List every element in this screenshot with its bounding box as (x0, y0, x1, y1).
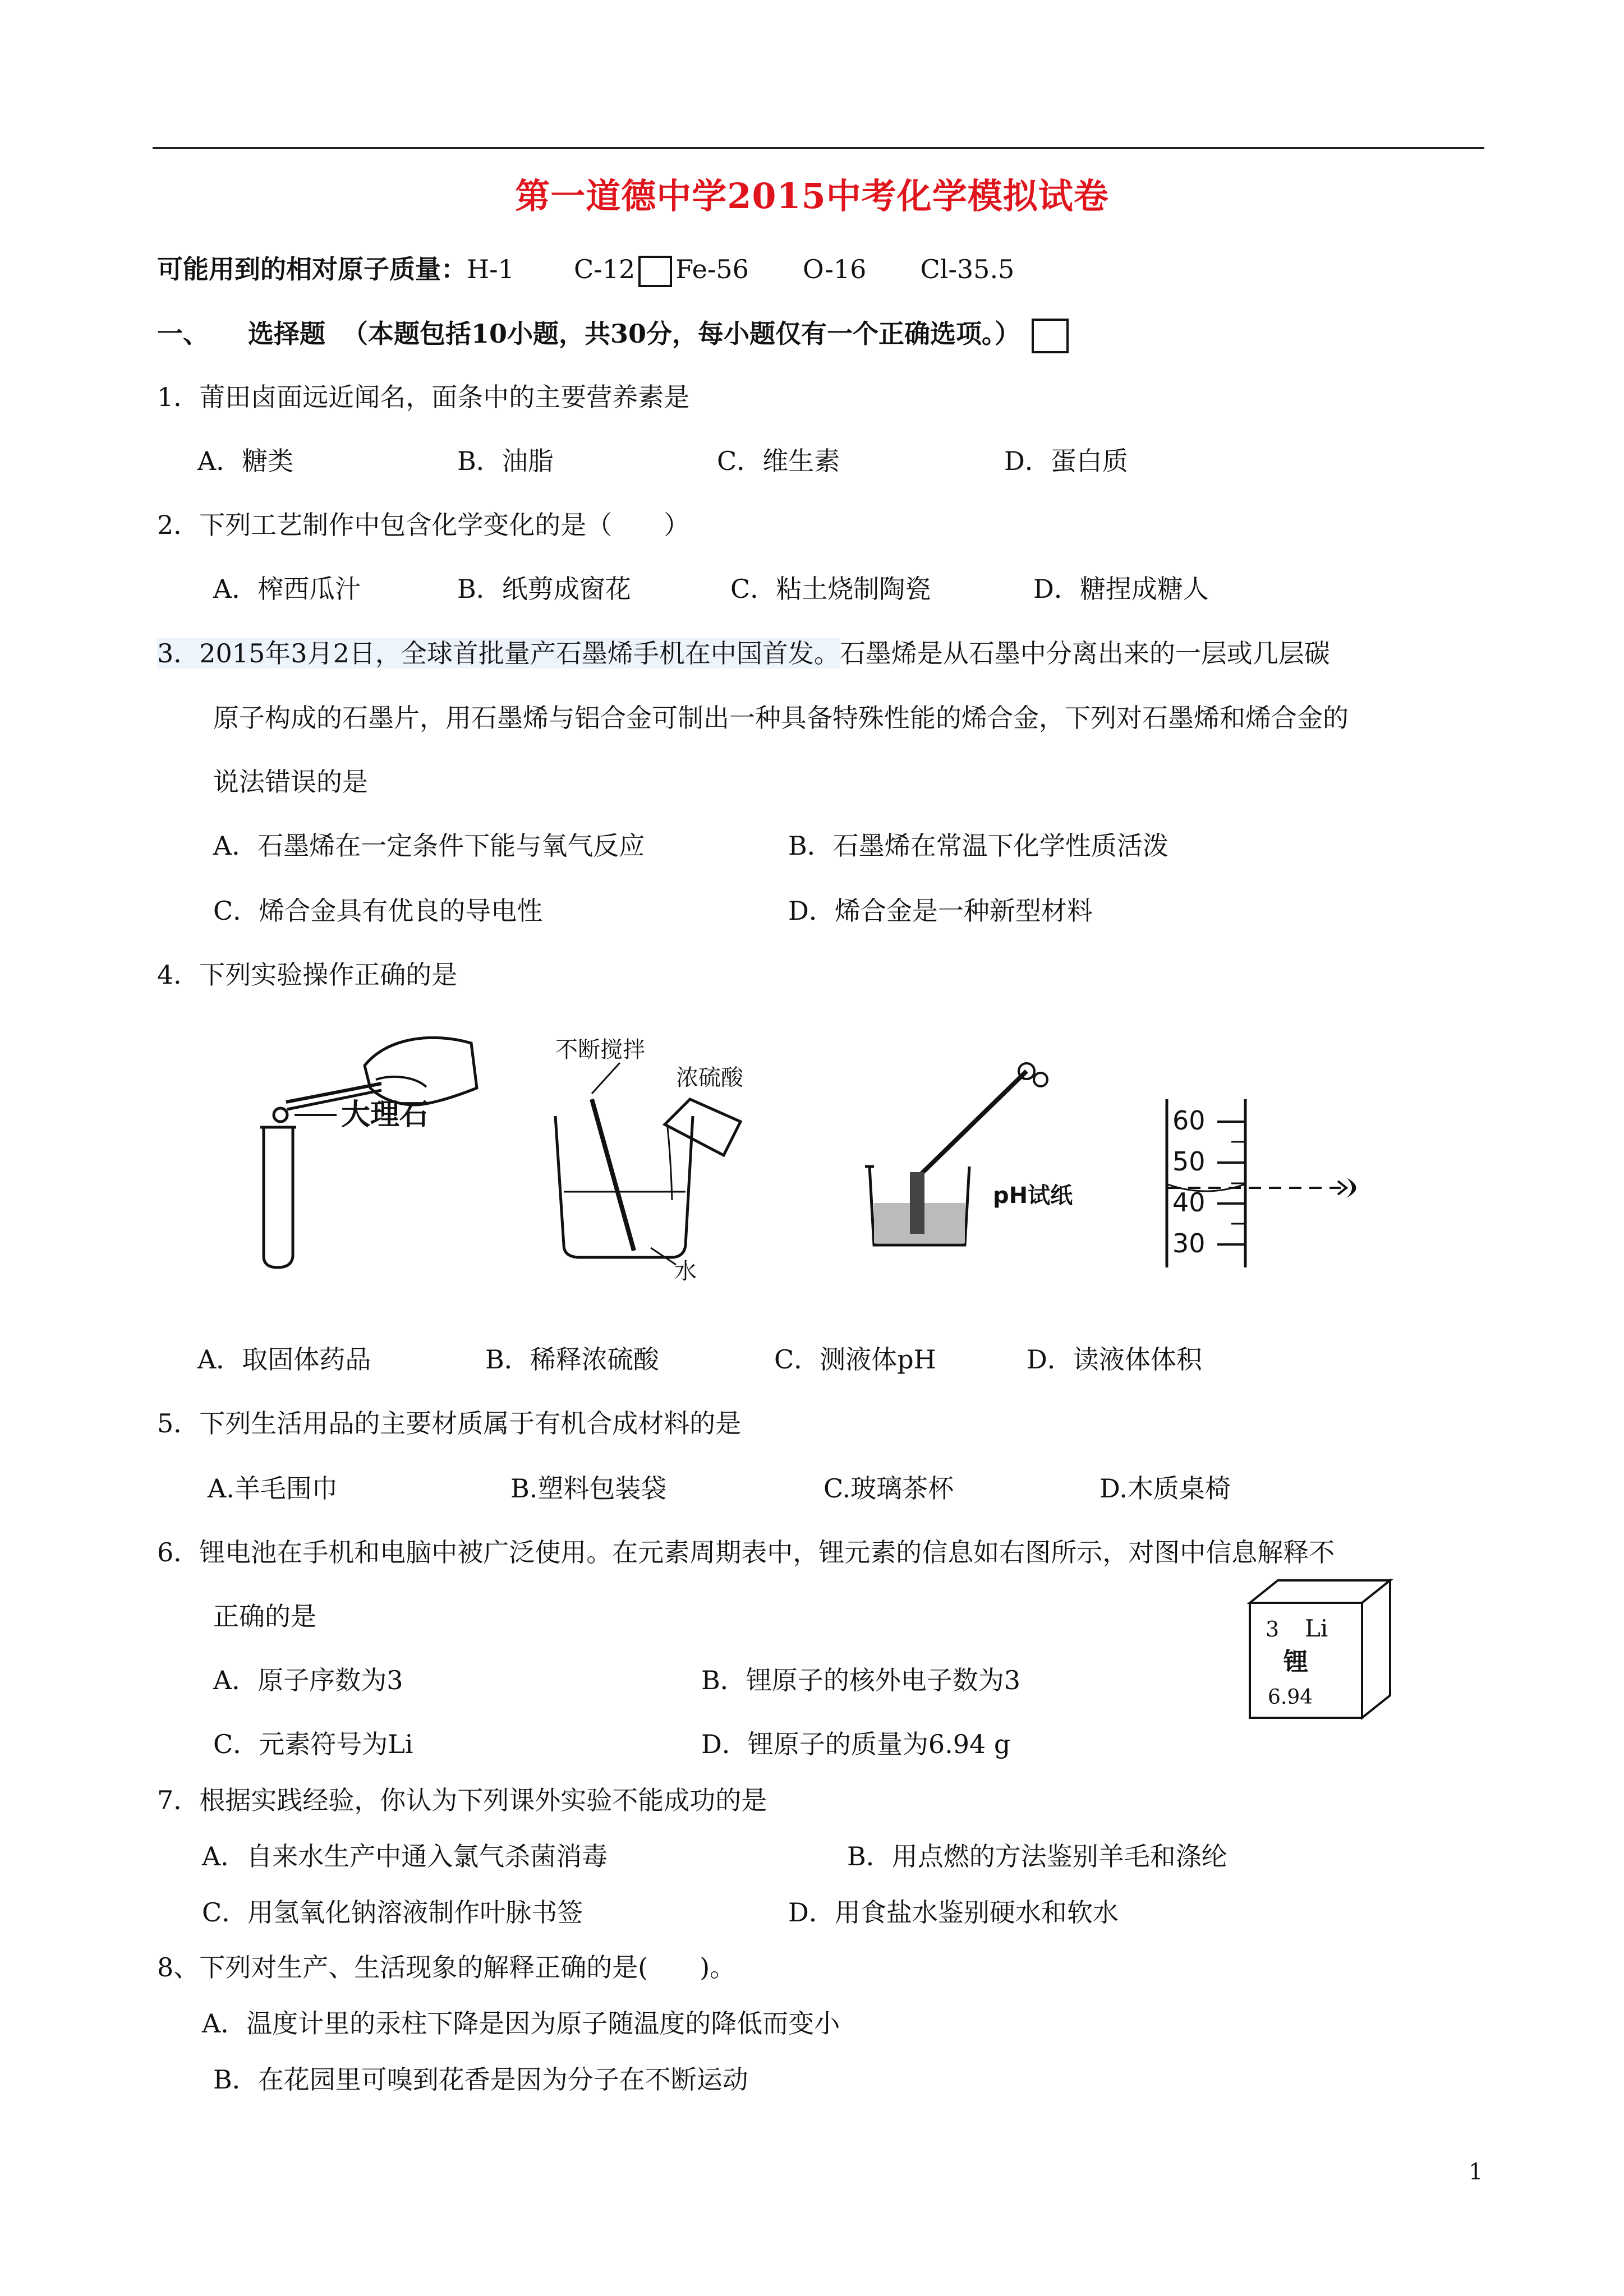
tick-50: 50 (1172, 1146, 1206, 1177)
label-ph-paper: pH试纸 (993, 1183, 1073, 1209)
q5-option-c: C.玻璃茶杯 (823, 1473, 954, 1504)
q8-option-b: B．在花园里可嗅到花香是因为分子在不断运动 (213, 2064, 748, 2095)
label-marble: 大理石 (341, 1098, 429, 1132)
figure-dilute-acid (539, 1032, 780, 1284)
page-number: 1 (1469, 2159, 1483, 2185)
q2-option-c: C．粘土烧制陶瓷 (730, 574, 931, 604)
element-mass: 6.94 (1268, 1686, 1313, 1709)
q3-stem-line-3: 说法错误的是 (213, 767, 368, 797)
section-note: （本题包括10小题，共30分，每小题仅有一个正确选项。） (342, 319, 1021, 349)
q6-stem-line-2: 正确的是 (213, 1601, 316, 1631)
mass-c: C-12 (573, 254, 636, 284)
question-6-stem: 6．锂电池在手机和电脑中被广泛使用。在元素周期表中，锂元素的信息如右图所示，对图中信息解释不 (157, 1537, 1335, 1567)
figure-test-ph (858, 1054, 1150, 1256)
tick-40: 40 (1172, 1187, 1206, 1218)
lithium-element-tile (1244, 1575, 1401, 1726)
element-number: 3 (1266, 1617, 1280, 1642)
q5-option-b: B.塑料包装袋 (510, 1473, 667, 1504)
q6-option-b: B．锂原子的核外电子数为3 (701, 1665, 1021, 1695)
q2-option-a: A．榨西瓜汁 (213, 574, 361, 604)
tick-60: 60 (1172, 1105, 1206, 1136)
question-3-stem (157, 637, 1330, 670)
q5-option-d: D.木质桌椅 (1099, 1473, 1231, 1504)
mass-cl: Cl-35.5 (920, 254, 1015, 284)
q7-option-b: B．用点燃的方法鉴别羊毛和涤纶 (847, 1841, 1227, 1871)
q2-option-d: D．糖捏成糖人 (1033, 574, 1209, 604)
test-tube (264, 1127, 293, 1267)
q3-option-a: A．石墨烯在一定条件下能与氧气反应 (213, 831, 645, 861)
element-name: 锂 (1283, 1648, 1308, 1676)
label-acid: 浓硫酸 (676, 1065, 743, 1091)
exam-title: 第一道德中学2015中考化学模拟试卷 (515, 176, 1109, 216)
marble-piece (274, 1108, 287, 1122)
q8-option-a: A．温度计里的汞柱下降是因为原子随温度的降低而变小 (202, 2008, 840, 2039)
element-symbol: Li (1305, 1615, 1328, 1642)
figure-read-volume (1156, 1099, 1369, 1279)
ph-paper (910, 1172, 924, 1234)
q6-option-c: C．元素符号为Li (213, 1729, 413, 1759)
label-stir: 不断搅拌 (555, 1037, 645, 1063)
q4-option-d: D．读液体体积 (1027, 1344, 1202, 1375)
section-title: 选择题 (248, 319, 325, 349)
q3-option-b: B．石墨烯在常温下化学性质活泼 (788, 831, 1168, 861)
q1-option-c: C．维生素 (717, 446, 840, 476)
q1-option-b: B．油脂 (457, 446, 554, 476)
ph-tweezers (914, 1071, 1027, 1181)
q4-option-b: B．稀释浓硫酸 (485, 1344, 659, 1375)
blank-box (638, 256, 672, 287)
question-4-stem: 4．下列实验操作正确的是 (157, 960, 458, 990)
q1-option-d: D．蛋白质 (1004, 446, 1128, 476)
atomic-mass-label: 可能用到的相对原子质量： (157, 254, 467, 284)
q3-option-d: D．烯合金是一种新型材料 (788, 896, 1093, 926)
q2-option-b: B．纸剪成窗花 (457, 574, 631, 604)
tick-30: 30 (1172, 1228, 1206, 1258)
question-1-stem: 1．莆田卤面远近闻名，面条中的主要营养素是 (157, 382, 690, 412)
mass-h: H-1 (467, 254, 514, 284)
mass-o: O-16 (802, 254, 867, 284)
header-rule (153, 147, 1484, 149)
section-number: 一、 (157, 319, 209, 349)
q3-highlighted-text: 3．2015年3月2日，全球首批量产石墨烯手机在中国首发。 (157, 638, 840, 668)
q4-option-c: C．测液体pH (774, 1344, 936, 1375)
question-8-stem: 8、下列对生产、生活现象的解释正确的是( )。 (157, 1952, 736, 1983)
question-2-stem: 2．下列工艺制作中包含化学变化的是（ ） (157, 510, 690, 540)
q3-option-c: C．烯合金具有优良的导电性 (213, 896, 543, 926)
glass-rod (592, 1099, 634, 1251)
q3-stem-text: 石墨烯是从石墨中分离出来的一层或几层碳 (839, 638, 1330, 668)
q1-option-a: A．糖类 (197, 446, 294, 476)
q7-option-a: A．自来水生产中通入氯气杀菌消毒 (202, 1841, 608, 1871)
acid-beaker (665, 1099, 740, 1155)
q6-option-a: A．原子序数为3 (213, 1665, 403, 1695)
hand-shape (365, 1038, 477, 1105)
q7-option-d: D．用食盐水鉴别硬水和软水 (788, 1897, 1119, 1928)
blank-box (1032, 319, 1069, 353)
section-heading (157, 317, 1072, 353)
q7-option-c: C．用氢氧化钠溶液制作叶脉书签 (202, 1897, 583, 1928)
q5-option-a: A.羊毛围巾 (208, 1473, 338, 1504)
question-5-stem: 5．下列生活用品的主要材质属于有机合成材料的是 (157, 1408, 742, 1439)
question-7-stem: 7．根据实践经验，你认为下列课外实验不能成功的是 (157, 1785, 767, 1815)
mass-fe: Fe-56 (675, 254, 749, 284)
figure-take-solid (247, 1021, 494, 1279)
atomic-mass-line (157, 252, 1014, 287)
label-water: 水 (674, 1258, 697, 1284)
q6-option-d: D．锂原子的质量为6.94 g (701, 1729, 1011, 1759)
q3-stem-line-2: 原子构成的石墨片，用石墨烯与铝合金可制出一种具备特殊性能的烯合金，下列对石墨烯和烯合金的 (213, 703, 1349, 733)
q4-option-a: A．取固体药品 (197, 1344, 371, 1375)
